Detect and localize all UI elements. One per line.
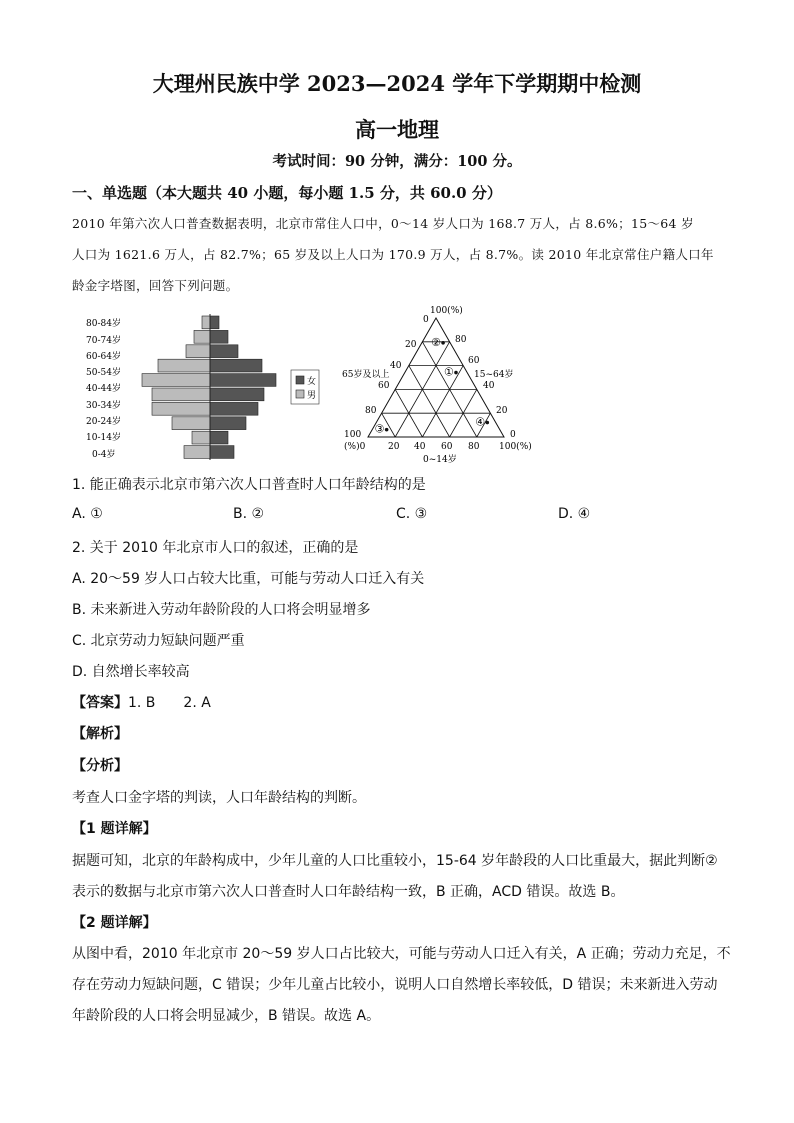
detail-2-line: 年龄阶段的人口将会明显减少，B 错误。故选 A。 (72, 1008, 381, 1024)
pyramid-bar-male (192, 431, 210, 444)
left-tick: 80 (365, 406, 377, 416)
exam-info: 考试时间：90 分钟，满分：100 分。 (272, 153, 522, 170)
ternary-point (454, 371, 458, 375)
pyramid-bar-male (152, 402, 210, 415)
bottom-tick: 40 (414, 442, 426, 452)
pyramid-bar-male (158, 359, 210, 372)
ternary-top-label: 100(%) (430, 306, 463, 316)
pyramid-age-labels (86, 317, 121, 460)
q2-option-c: C. 北京劳动力短缺问题严重 (72, 633, 245, 649)
age-label: 40-44岁 (86, 384, 121, 394)
fenxi-tag: 【分析】 (72, 758, 128, 774)
answer-text: 1. B 2. A (128, 695, 211, 711)
bottom-tick: 20 (388, 442, 400, 452)
pyramid-bar-female (210, 330, 228, 343)
right-tick: 0 (510, 430, 516, 440)
answer-line (72, 692, 211, 712)
pyramid-bar-female (210, 417, 246, 430)
legend-male-swatch (296, 390, 304, 398)
q1-option-d: D. ④ (558, 506, 591, 522)
detail-1-line: 表示的数据与北京市第六次人口普查时人口年龄结构一致，B 正确，ACD 错误。故选 B。 (72, 884, 625, 900)
detail-1-tag: 【1 题详解】 (72, 821, 157, 837)
age-label: 0-4岁 (92, 450, 116, 460)
right-tick: 60 (468, 356, 480, 366)
left-tick: 40 (390, 361, 402, 371)
left-tick: 0 (423, 315, 429, 325)
bottom-tick: 100(%) (499, 442, 532, 452)
age-label: 70-74岁 (86, 336, 121, 346)
ternary-point (485, 421, 489, 425)
ternary-labels (342, 305, 532, 465)
pyramid-bar-female (210, 359, 262, 372)
pyramid-bar-male (172, 417, 210, 430)
pyramid-bar-female (210, 431, 228, 444)
ternary-left-axis-label: 65岁及以上 (342, 370, 390, 380)
question-1-stem: 1. 能正确表示北京市第六次人口普查时人口年龄结构的是 (72, 477, 426, 493)
right-tick: 80 (455, 335, 467, 345)
analysis-tag: 【解析】 (72, 726, 128, 742)
ternary-point (441, 341, 445, 345)
pyramid-bar-male (142, 374, 210, 387)
pyramid-legend (291, 370, 319, 404)
detail-2-line: 从图中看，2010 年北京市 20～59 岁人口占比较大，可能与劳动人口迁入有关，A 正确；劳动力充足，不 (72, 946, 731, 962)
age-label: 50-54岁 (86, 368, 121, 378)
left-tick: 60 (378, 381, 390, 391)
age-label: 80-84岁 (86, 319, 121, 329)
pyramid-bar-female (210, 316, 219, 329)
detail-2-line: 存在劳动力短缺问题，C 错误；少年儿童占比较小，说明人口自然增长率较低，D 错误；未来新进入劳动 (72, 977, 718, 993)
answer-tag: 【答案】 (72, 695, 128, 711)
detail-1-line: 据题可知，北京的年龄构成中，少年儿童的人口比重较小，15-64 岁年龄段的人口比重最大，据此判断② (72, 853, 718, 869)
intro-line: 2010 年第六次人口普查数据表明，北京市常住人口中，0～14 岁人口为 168.7 万人，占 8.6%；15～64 岁 (72, 216, 694, 231)
intro-line: 人口为 1621.6 万人，占 82.7%；65 岁及以上人口为 170.9 万人，占 8.7%。读 2010 年北京常住户籍人口年 (72, 247, 714, 262)
pyramid-bar-male (186, 345, 210, 358)
ternary-bottom-axis-label: 0~14岁 (423, 455, 457, 465)
q2-option-d: D. 自然增长率较高 (72, 664, 190, 680)
legend-female-swatch (296, 376, 304, 384)
bottom-tick: (%)0 (344, 442, 366, 452)
pyramid-bar-male (184, 446, 210, 459)
left-tick: 100 (344, 430, 362, 440)
ternary-point-label: ③ (374, 422, 385, 436)
exam-title: 大理州民族中学 2023—2024 学年下学期期中检测 (152, 71, 642, 96)
bottom-tick: 60 (441, 442, 453, 452)
q1-option-c: C. ③ (396, 506, 428, 522)
fenxi-text: 考查人口金字塔的判读，人口年龄结构的判断。 (72, 790, 366, 806)
ternary-right-axis-label: 15~64岁 (474, 370, 514, 380)
subject-title: 高一地理 (355, 117, 439, 142)
legend-female-label: 女 (307, 377, 317, 387)
pyramid-bar-male (194, 330, 210, 343)
legend-male-label: 男 (307, 391, 317, 401)
q2-option-a: A. 20～59 岁人口占较大比重，可能与劳动人口迁入有关 (72, 571, 425, 587)
pyramid-bar-female (210, 345, 238, 358)
detail-2-tag: 【2 题详解】 (72, 915, 157, 931)
pyramid-bar-female (210, 388, 264, 401)
pyramid-bars (142, 316, 276, 458)
age-label: 10-14岁 (86, 433, 121, 443)
bottom-tick: 80 (468, 442, 480, 452)
pyramid-bar-male (152, 388, 210, 401)
right-tick: 40 (483, 381, 495, 391)
question-2-stem: 2. 关于 2010 年北京市人口的叙述，正确的是 (72, 540, 359, 556)
age-label: 20-24岁 (86, 417, 121, 427)
pyramid-bar-female (210, 446, 234, 459)
ternary-point-label: ① (444, 365, 454, 379)
q1-option-b: B. ② (233, 506, 265, 522)
ternary-diagram (340, 300, 540, 470)
ternary-gridline (422, 366, 463, 437)
right-tick: 20 (496, 406, 508, 416)
age-label: 30-34岁 (86, 401, 121, 411)
pyramid-bar-male (202, 316, 210, 329)
pyramid-bar-female (210, 402, 258, 415)
age-label: 60-64岁 (86, 352, 121, 362)
ternary-point-label: ② (431, 335, 441, 349)
population-pyramid-figure (84, 312, 340, 464)
intro-line: 龄金字塔图，回答下列问题。 (72, 278, 239, 293)
ternary-point-label: ④ (475, 415, 486, 429)
ternary-point (385, 428, 389, 432)
q2-option-b: B. 未来新进入劳动年龄阶段的人口将会明显增多 (72, 602, 371, 618)
left-tick: 20 (405, 340, 417, 350)
section-heading: 一、单选题（本大题共 40 小题，每小题 1.5 分，共 60.0 分） (72, 184, 502, 202)
pyramid-bar-female (210, 374, 276, 387)
q1-option-a: A. ① (72, 506, 103, 522)
